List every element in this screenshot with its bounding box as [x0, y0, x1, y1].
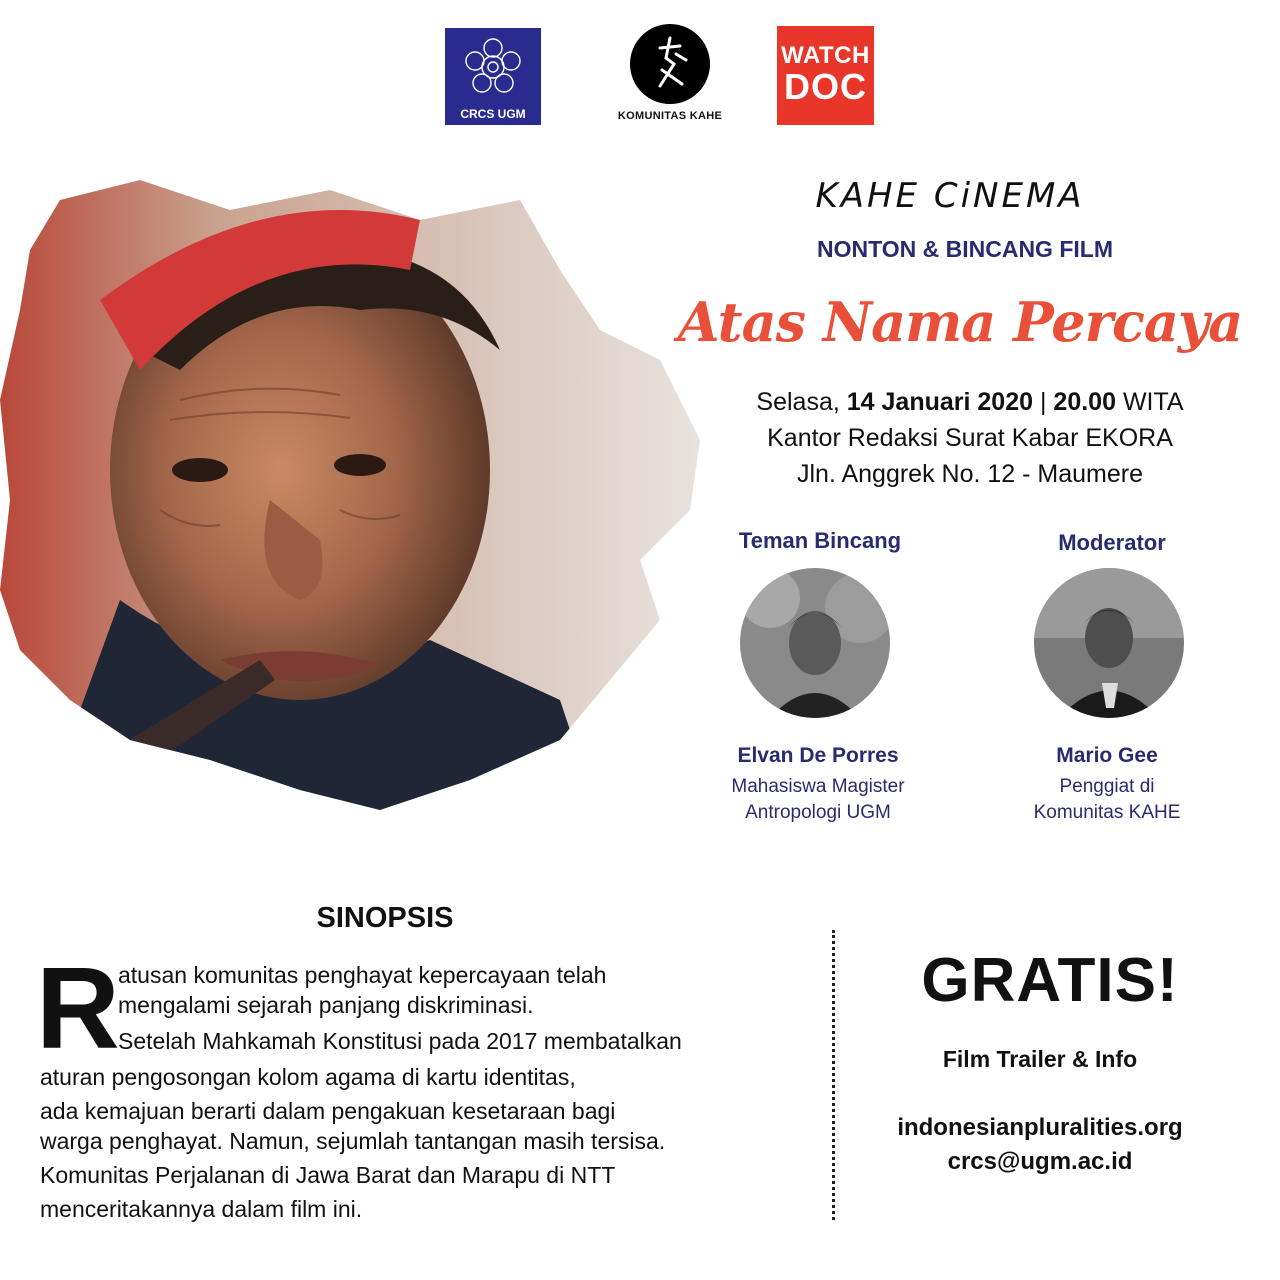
- series-title: KAHE CiNEMA: [815, 176, 1085, 216]
- free-banner: GRATIS!: [921, 946, 1179, 1015]
- film-title: Atas Nama Percaya: [677, 290, 1243, 354]
- event-address: Jln. Anggrek No. 12 - Maumere: [797, 460, 1143, 488]
- speaker-name-elvan: Elvan De Porres: [737, 744, 899, 767]
- website-link[interactable]: indonesianpluralities.org: [897, 1114, 1183, 1141]
- synopsis-line: mengalami sejarah panjang diskriminasi.: [118, 992, 534, 1018]
- speaker-photo-mario: [1034, 568, 1184, 718]
- speaker-desc-elvan-line1: Mahasiswa Magister: [731, 776, 905, 797]
- trailer-info-label: Film Trailer & Info: [942, 1046, 1138, 1072]
- datetime-separator: |: [1039, 388, 1047, 416]
- watchdoc-line2: DOC: [784, 66, 867, 107]
- kahe-logo-label: KOMUNITAS KAHE: [617, 110, 723, 122]
- event-time: 20.00: [1053, 388, 1116, 416]
- speaker-desc-mario-line1: Penggiat di: [1059, 776, 1155, 797]
- event-subtitle: NONTON & BINCANG FILM: [816, 236, 1113, 262]
- event-datetime: [690, 388, 1250, 417]
- speaker-name-mario: Mario Gee: [1056, 744, 1158, 767]
- speaker-role-moderator: Moderator: [1058, 530, 1166, 555]
- synopsis-line: Setelah Mahkamah Konstitusi pada 2017 membatalkan: [118, 1028, 682, 1054]
- synopsis-line: warga penghayat. Namun, sejumlah tantangan masih tersisa.: [40, 1128, 666, 1154]
- crcs-emblem-icon: [463, 36, 523, 98]
- email-link[interactable]: crcs@ugm.ac.id: [947, 1148, 1133, 1175]
- event-timezone: WITA: [1122, 388, 1184, 416]
- speaker-photo-elvan: [740, 568, 890, 718]
- event-venue: Kantor Redaksi Surat Kabar EKORA: [767, 424, 1173, 452]
- watchdoc-logo: [777, 26, 874, 125]
- crcs-ugm-logo: [445, 28, 541, 125]
- synopsis-line: atusan komunitas penghayat kepercayaan telah: [118, 962, 607, 988]
- synopsis-heading: SINOPSIS: [316, 902, 454, 934]
- event-date: 14 Januari 2020: [846, 388, 1034, 416]
- dotted-divider: [832, 930, 835, 1220]
- crcs-logo-label: CRCS UGM: [460, 107, 526, 121]
- synopsis-dropcap: R: [36, 943, 120, 1073]
- hero-portrait-image: [0, 180, 720, 820]
- watchdoc-line1: WATCH: [781, 42, 870, 69]
- kahe-emblem-icon: [630, 24, 710, 104]
- speaker-role-discussant: Teman Bincang: [738, 528, 902, 553]
- speaker-desc-elvan-line2: Antropologi UGM: [745, 802, 891, 823]
- speaker-desc-mario-line2: Komunitas KAHE: [1033, 802, 1181, 823]
- synopsis-line: ada kemajuan berarti dalam pengakuan kesetaraan bagi: [40, 1098, 616, 1124]
- synopsis-line: Komunitas Perjalanan di Jawa Barat dan Marapu di NTT: [40, 1162, 616, 1188]
- synopsis-line: aturan pengosongan kolom agama di kartu identitas,: [40, 1064, 576, 1090]
- synopsis-line: menceritakannya dalam film ini.: [40, 1196, 363, 1222]
- komunitas-kahe-logo: [600, 24, 740, 128]
- event-day: Selasa,: [756, 388, 840, 416]
